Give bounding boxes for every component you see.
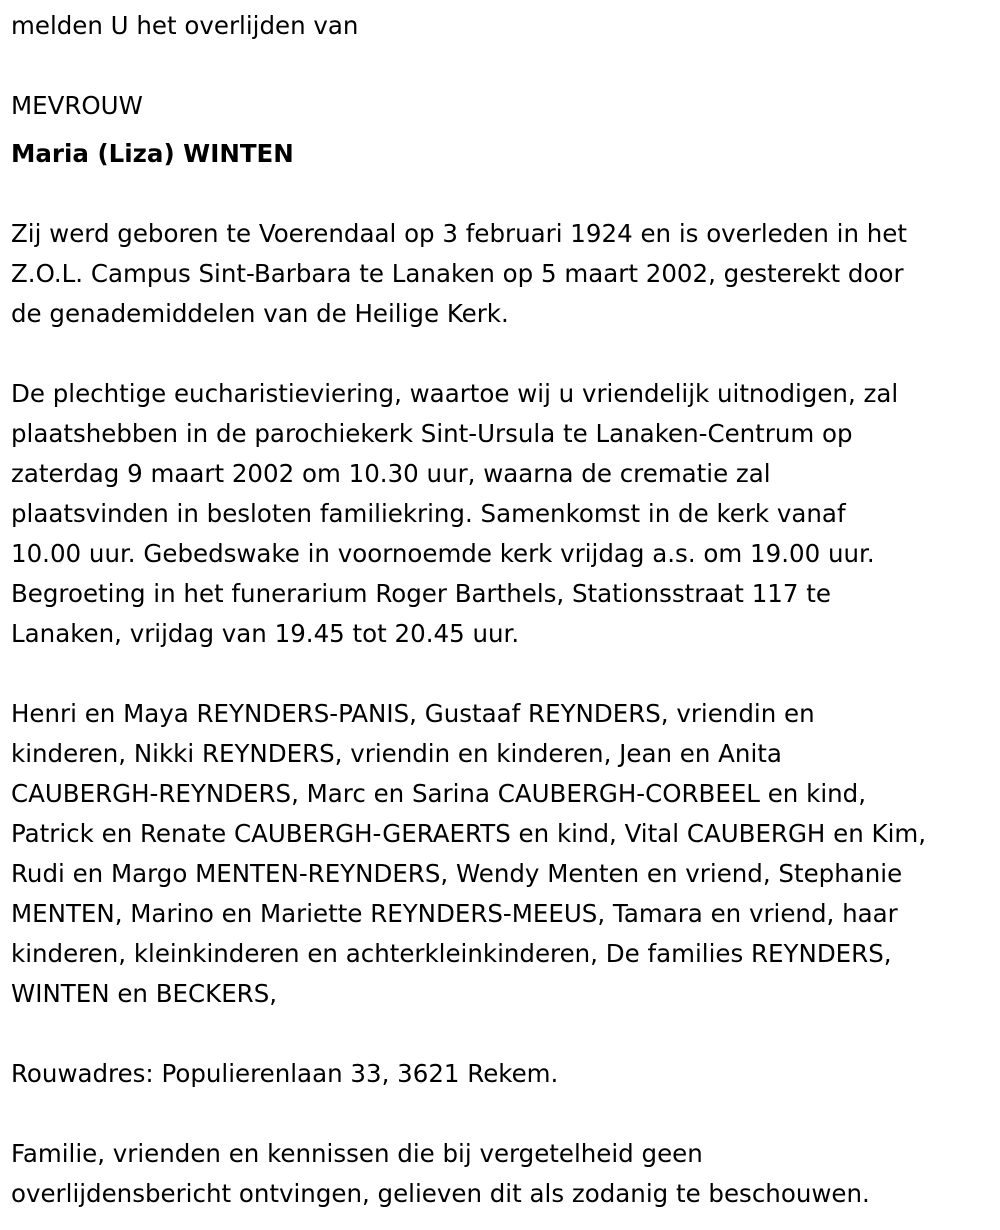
service-line: 10.00 uur. Gebedswake in voornoemde kerk vrijdag a.s. om 19.00 uur. <box>11 539 875 568</box>
closing-paragraph <box>11 1134 991 1214</box>
closing-line: Familie, vrienden en kennissen die bij vergetelheid geen <box>11 1139 703 1168</box>
deceased-name: Maria (Liza) WINTEN <box>11 139 294 168</box>
birth-line: Zij werd geboren te Voerendaal op 3 februari 1924 en is overleden in het <box>11 219 907 248</box>
mourning-address: Rouwadres: Populierenlaan 33, 3621 Rekem. <box>11 1059 559 1088</box>
birth-line: de genademiddelen van de Heilige Kerk. <box>11 299 509 328</box>
family-line: kinderen, kleinkinderen en achterkleinkinderen, De families REYNDERS, <box>11 939 892 968</box>
family-line: Henri en Maya REYNDERS-PANIS, Gustaaf REYNDERS, vriendin en <box>11 699 815 728</box>
service-line: De plechtige eucharistieviering, waartoe wij u vriendelijk uitnodigen, zal <box>11 379 899 408</box>
salutation: MEVROUW <box>11 91 143 120</box>
family-line: CAUBERGH-REYNDERS, Marc en Sarina CAUBERGH-CORBEEL en kind, <box>11 779 866 808</box>
family-line: WINTEN en BECKERS, <box>11 979 278 1008</box>
family-line: kinderen, Nikki REYNDERS, vriendin en kinderen, Jean en Anita <box>11 739 782 768</box>
birth-line: Z.O.L. Campus Sint-Barbara te Lanaken op 5 maart 2002, gesterekt door <box>11 259 904 288</box>
intro-text: melden U het overlijden van <box>11 11 359 40</box>
family-line: Patrick en Renate CAUBERGH-GERAERTS en kind, Vital CAUBERGH en Kim, <box>11 819 927 848</box>
family-paragraph <box>11 694 991 1014</box>
family-line: Rudi en Margo MENTEN-REYNDERS, Wendy Menten en vriend, Stephanie <box>11 859 903 888</box>
closing-line: overlijdensbericht ontvingen, gelieven dit als zodanig te beschouwen. <box>11 1179 870 1208</box>
birth-paragraph <box>11 214 991 334</box>
service-line: plaatshebben in de parochiekerk Sint-Ursula te Lanaken-Centrum op <box>11 419 853 448</box>
service-paragraph <box>11 374 991 654</box>
family-line: MENTEN, Marino en Mariette REYNDERS-MEEUS, Tamara en vriend, haar <box>11 899 898 928</box>
service-line: zaterdag 9 maart 2002 om 10.30 uur, waarna de crematie zal <box>11 459 771 488</box>
service-line: plaatsvinden in besloten familiekring. Samenkomst in de kerk vanaf <box>11 499 846 528</box>
service-line: Begroeting in het funerarium Roger Barthels, Stationsstraat 117 te <box>11 579 831 608</box>
service-line: Lanaken, vrijdag van 19.45 tot 20.45 uur. <box>11 619 520 648</box>
